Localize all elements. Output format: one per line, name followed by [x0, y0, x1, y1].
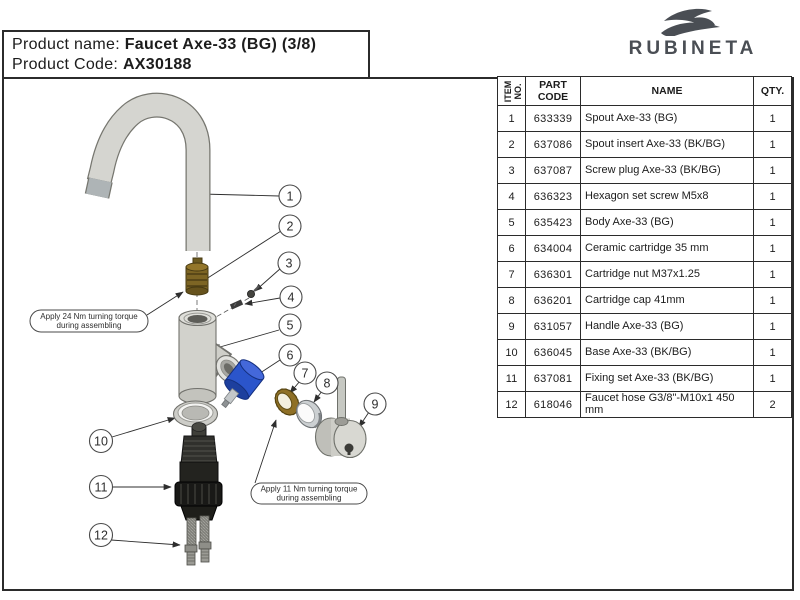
callout-8 — [316, 372, 338, 394]
table-row: 1 633339 Spout Axe-33 (BG) 1 — [498, 106, 792, 132]
callout-1 — [279, 185, 301, 207]
table-row: 4 636323 Hexagon set screw M5x8 1 — [498, 184, 792, 210]
table-row: 6 634004 Ceramic cartridge 35 mm 1 — [498, 236, 792, 262]
svg-text:2: 2 — [286, 219, 294, 234]
col-header-item: ITEM NO. — [498, 77, 526, 106]
torque-note-11nm — [251, 483, 367, 504]
part-hoses — [185, 516, 211, 565]
svg-text:5: 5 — [286, 318, 294, 333]
part-fixing-set — [175, 423, 222, 521]
table-row: 11 637081 Fixing set Axe-33 (BK/BG) 1 — [498, 366, 792, 392]
torque-note-24nm — [30, 310, 148, 332]
torque24-line1: Apply 24 Nm turning torque — [40, 312, 138, 321]
torque24-line2: during assembling — [56, 321, 122, 330]
svg-text:10: 10 — [94, 434, 108, 449]
callout-12 — [90, 524, 113, 547]
callout-11 — [90, 476, 113, 499]
svg-text:8: 8 — [323, 376, 331, 391]
callout-10 — [90, 430, 113, 453]
table-row: 12 618046 Faucet hose G3/8"-M10x1 450 mm 2 — [498, 392, 792, 418]
svg-text:7: 7 — [301, 366, 309, 381]
part-screw-plug — [247, 286, 259, 298]
callout-9 — [364, 393, 386, 415]
svg-text:6: 6 — [286, 348, 294, 363]
product-name-label: Product name: — [12, 36, 120, 53]
table-row: 5 635423 Body Axe-33 (BG) 1 — [498, 210, 792, 236]
table-row: 7 636301 Cartridge nut M37x1.25 1 — [498, 262, 792, 288]
table-row: 2 637086 Spout insert Axe-33 (BK/BG) 1 — [498, 132, 792, 158]
callout-2 — [279, 215, 301, 237]
table-row: 9 631057 Handle Axe-33 (BG) 1 — [498, 314, 792, 340]
part-spout — [97, 105, 198, 251]
svg-text:11: 11 — [94, 480, 108, 495]
callout-4 — [280, 286, 302, 308]
torque11-line1: Apply 11 Nm turning torque — [260, 484, 358, 494]
product-name-value: Faucet Axe-33 (BG) (3/8) — [124, 36, 317, 53]
table-row: 10 636045 Base Axe-33 (BK/BG) 1 — [498, 340, 792, 366]
part-spout-insert — [186, 258, 208, 295]
callout-7 — [294, 362, 316, 384]
svg-text:12: 12 — [94, 528, 108, 543]
svg-text:4: 4 — [287, 290, 295, 305]
table-row: 8 636201 Cartridge cap 41mm 1 — [498, 288, 792, 314]
svg-text:3: 3 — [285, 256, 293, 271]
product-code-label: Product Code: — [12, 56, 119, 73]
torque11-line2: during assembling — [276, 493, 342, 503]
svg-text:9: 9 — [371, 397, 379, 412]
product-code-value: AX30188 — [122, 56, 192, 73]
brand-name: RUBINETA — [628, 38, 758, 59]
col-header-name: NAME — [581, 77, 754, 106]
col-header-qty: QTY. — [754, 77, 792, 106]
callout-6 — [279, 344, 301, 366]
callout-5 — [279, 314, 301, 336]
table-header-row — [498, 77, 792, 106]
callout-3 — [278, 252, 300, 274]
table-row: 3 637087 Screw plug Axe-33 (BK/BG) 1 — [498, 158, 792, 184]
col-header-code: PART CODE — [526, 77, 581, 106]
parts-table — [497, 76, 792, 418]
svg-text:1: 1 — [286, 189, 294, 204]
part-hex-screw — [231, 302, 242, 307]
